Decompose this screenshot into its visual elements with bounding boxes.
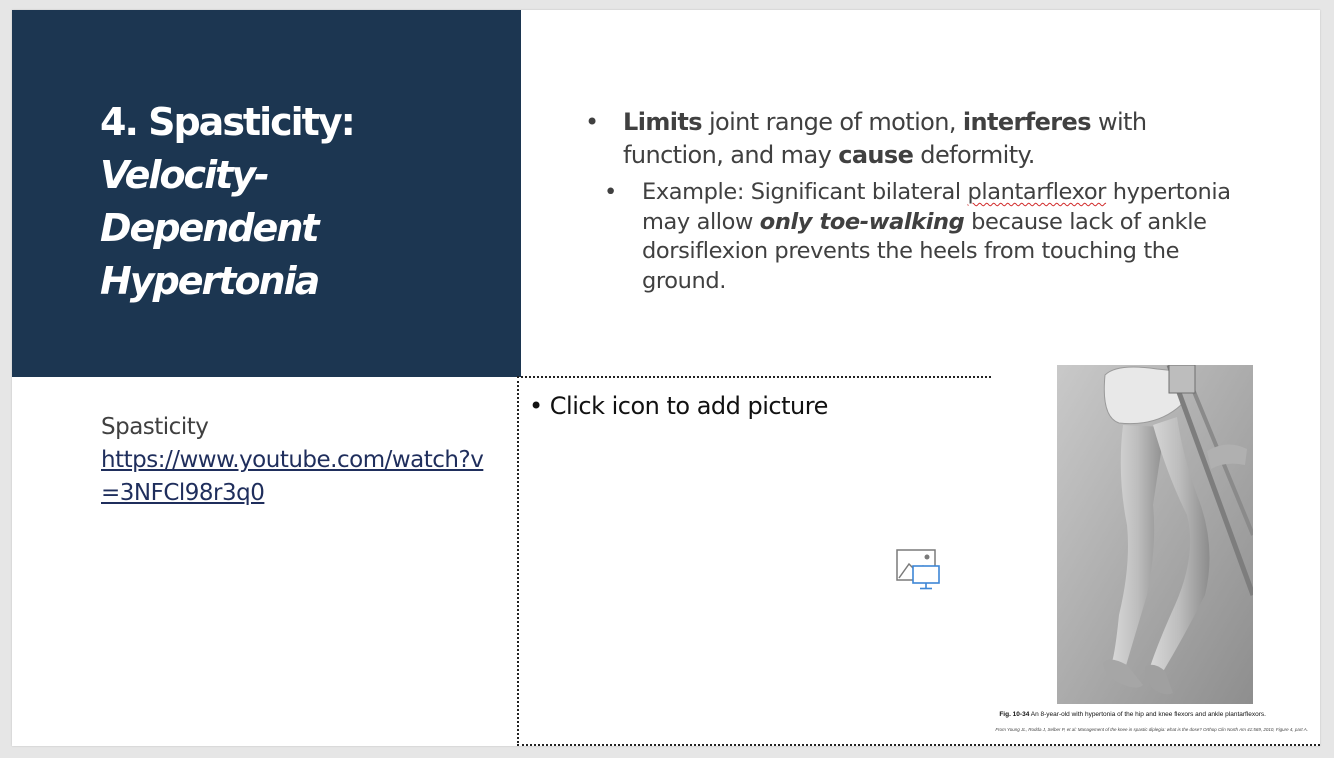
bullet2-text-a: Example: Significant bilateral — [642, 179, 968, 205]
content-text-box[interactable] — [582, 106, 1231, 296]
bullet1-bold-cause: cause — [838, 141, 914, 169]
bullet-level-1 — [582, 106, 1222, 172]
spellcheck-word[interactable]: plantarflexor — [967, 179, 1107, 205]
placeholder-prompt: • Click icon to add picture — [529, 392, 828, 420]
placeholder-border-bottom — [517, 744, 1320, 746]
figure-caption-label: Fig. 10-34 — [999, 711, 1030, 718]
bullet1-text-a: joint range of motion, — [701, 108, 963, 136]
figure-caption — [999, 711, 1266, 718]
title-line-4: Hypertonia — [100, 259, 319, 303]
bullet2-text-b: hypertonia may allow — [642, 179, 1231, 235]
bullet-level-2 — [582, 178, 1242, 296]
bullet2-emphasis: only toe-walking — [759, 208, 965, 235]
video-label: Spasticity — [101, 414, 209, 440]
bullet1-text-c: deformity. — [913, 141, 1035, 169]
picture-placeholder[interactable] — [517, 376, 991, 746]
figure-photo[interactable] — [1057, 365, 1253, 704]
insert-picture-icon[interactable] — [895, 548, 945, 592]
youtube-link[interactable]: https://www.youtube.com/watch?v=3NFCl98r3q0 — [101, 447, 484, 506]
title-line-1: 4. Spasticity: — [100, 100, 354, 144]
bullet1-bold-interferes: interferes — [962, 108, 1091, 136]
title-line-3: Dependent — [100, 206, 318, 250]
slide-title[interactable] — [100, 96, 354, 308]
bullet2-text-c: because lack of ankle dorsiflexion prevents the heels from touching the ground. — [642, 208, 1207, 294]
video-reference-box[interactable] — [101, 411, 501, 510]
title-line-2: Velocity- — [100, 153, 268, 197]
figure-caption-text: An 8-year-old with hypertonia of the hip and knee flexors and ankle plantarflexors. — [1030, 711, 1266, 718]
figure-source: From Young JL, Rodda J, Selber P, et al: Management of the knee in spastic diplegia: what is the dose? Orthop Clin North Am 41:569, 2010, Figure 4, part A. — [995, 727, 1308, 732]
slide-canvas — [12, 10, 1320, 746]
bullet1-text-b: with function, and may — [623, 108, 1147, 169]
title-panel — [12, 10, 521, 377]
bullet1-bold-limits: Limits — [623, 108, 702, 136]
